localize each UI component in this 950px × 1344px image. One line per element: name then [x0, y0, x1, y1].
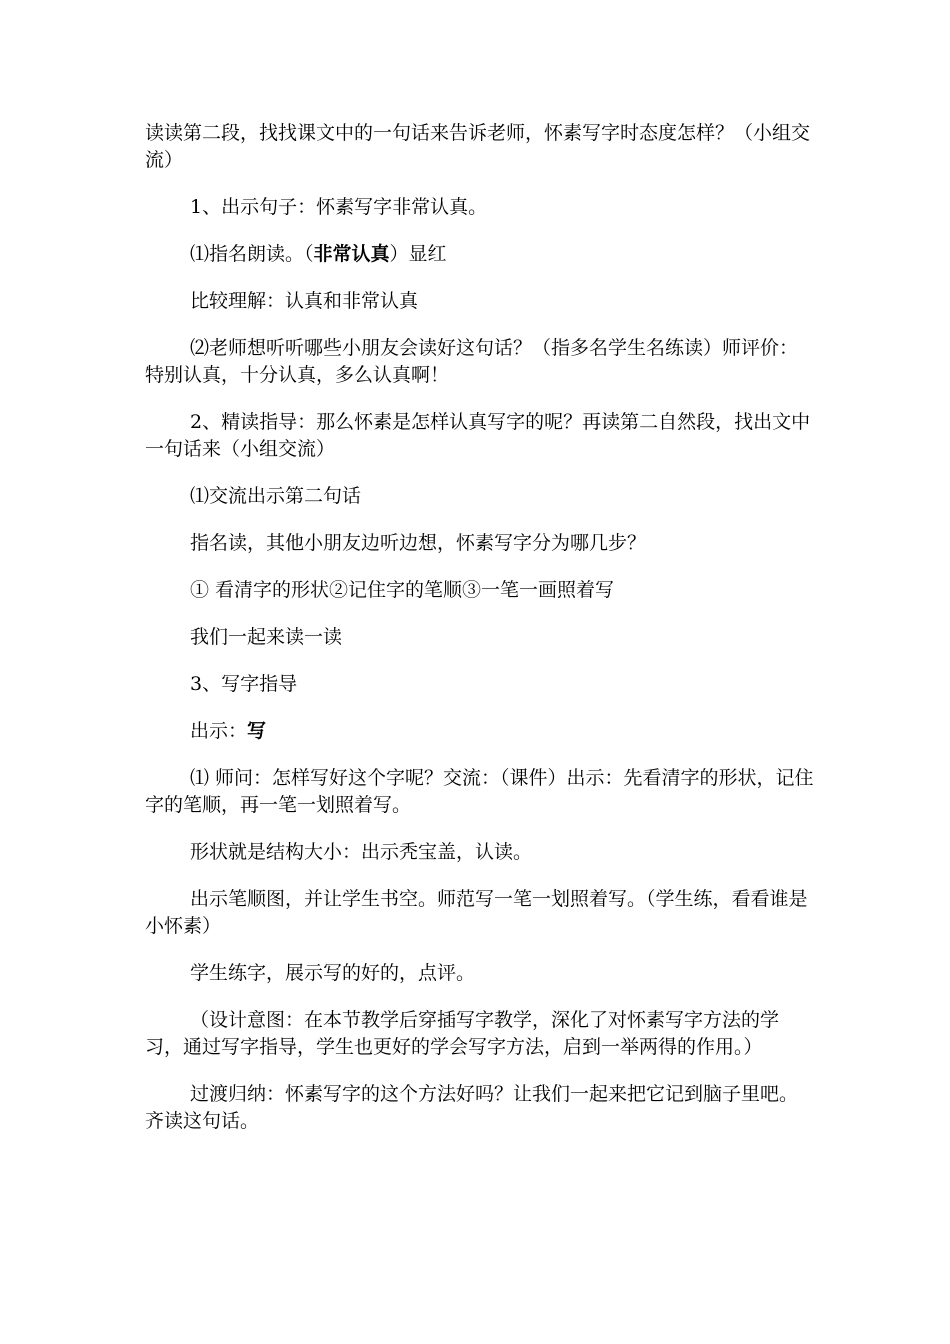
paragraph-teacher-listen: ⑵老师想听听哪些小朋友会读好这句话？（指多名学生名练读）师评价：特别认真，十分认真，多么认真啊！ [145, 337, 799, 386]
bold-emphasis: 非常认真 [313, 243, 390, 265]
paragraph-design-intent: （设计意图：在本节教学后穿插写字教学，深化了对怀素写字方法的学习，通过写字指导，学生也更好的学会写字方法，启到一举两得的作用。） [145, 1009, 780, 1058]
paragraph-teacher-question: ⑴ 师问：怎样写好这个字呢？交流：（课件）出示：先看清字的形状，记住字的笔顺，再一笔一划照着写。 [145, 767, 814, 816]
bold-character: 写 [247, 720, 267, 742]
text-segment: 出示： [190, 720, 248, 742]
paragraph-step-1: 1、出示句子：怀素写字非常认真。 [190, 196, 488, 218]
paragraph-steps-list: ① 看清字的形状②记住字的笔顺③一笔一画照着写 [190, 579, 615, 601]
paragraph-intro: 读读第二段，找找课文中的一句话来告诉老师，怀素写字时态度怎样？（小组交流） [145, 122, 811, 171]
document-body [145, 120, 815, 1155]
paragraph-steps-question: 指名读，其他小朋友边听边想，怀素写字分为哪几步？ [190, 532, 647, 554]
paragraph-shape-structure: 形状就是结构大小：出示秃宝盖，认读。 [190, 841, 533, 863]
paragraph-practice: 学生练字，展示写的好的，点评。 [190, 962, 476, 984]
paragraph-step-3: 3、写字指导 [190, 673, 298, 695]
paragraph-compare: 比较理解：认真和非常认真 [190, 290, 419, 312]
paragraph-second-sentence: ⑴交流出示第二句话 [190, 485, 362, 507]
paragraph-read-aloud [145, 241, 815, 268]
text-segment: ）显红 [389, 243, 447, 265]
paragraph-step-2: 2、精读指导：那么怀素是怎样认真写字的呢？再读第二自然段，找出文中一句话来（小组交流） [145, 411, 811, 460]
text-segment: ⑴指名朗读。（ [190, 243, 314, 265]
paragraph-show-character [145, 718, 815, 745]
paragraph-transition: 过渡归纳：怀素写字的这个方法好吗？让我们一起来把它记到脑子里吧。齐读这句话。 [145, 1083, 799, 1132]
paragraph-stroke-order: 出示笔顺图，并让学生书空。师范写一笔一划照着写。（学生练，看看谁是小怀素） [145, 888, 808, 937]
paragraph-read-together: 我们一起来读一读 [190, 626, 343, 648]
